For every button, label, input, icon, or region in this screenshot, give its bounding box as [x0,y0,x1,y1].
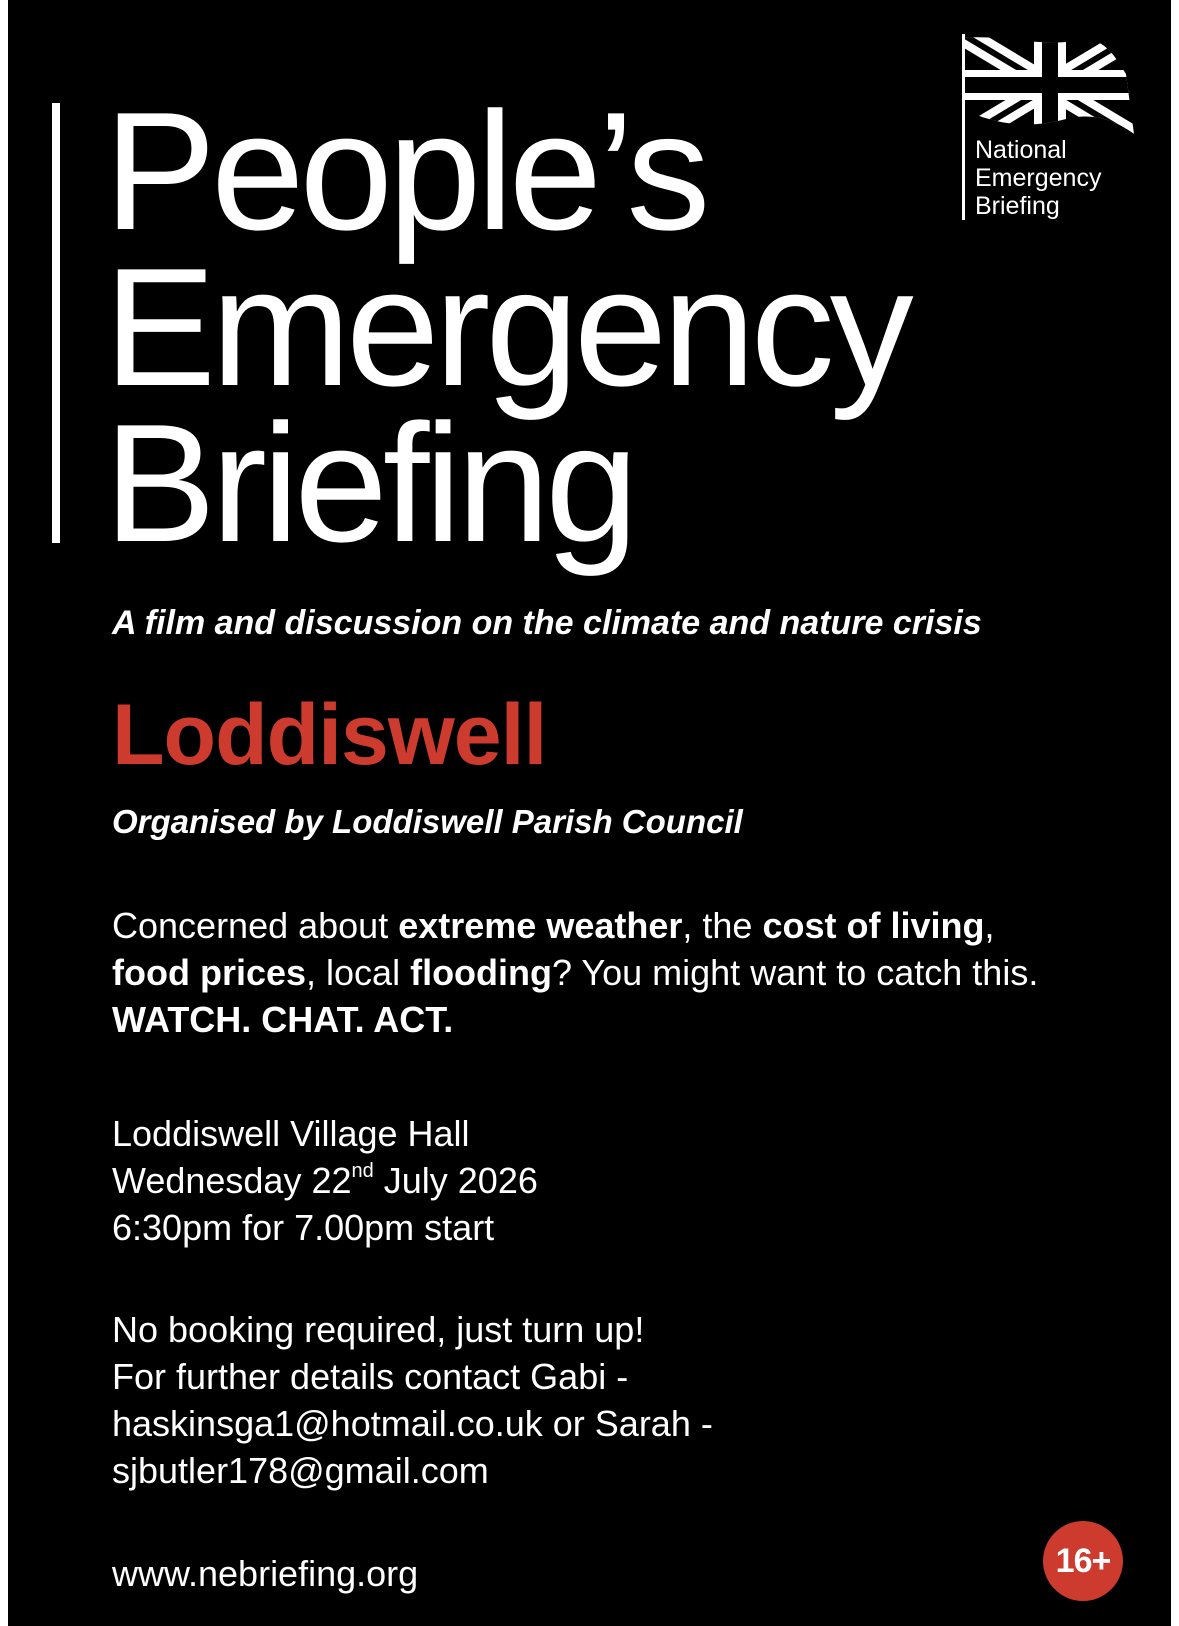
concern-line-1 [112,902,1038,949]
contact-line-4: sjbutler178@gmail.com [112,1450,489,1491]
event-date [112,1157,538,1204]
event-venue: Loddiswell Village Hall [112,1113,470,1154]
concern-paragraph [112,902,1038,1043]
event-date-month-year: July 2026 [373,1160,538,1201]
event-date-day: Wednesday 22 [112,1160,352,1201]
page-title [104,77,909,577]
contact-line-1: No booking required, just turn up! [112,1309,645,1350]
concern-text: ? You might want to catch this. [552,952,1039,993]
contact-line-3: haskinsga1@hotmail.co.uk or Sarah - [112,1403,713,1444]
title-line-1: People’s [104,77,706,265]
concern-text: , the [682,905,763,946]
event-time: 6:30pm for 7.00pm start [112,1207,495,1248]
age-rating-badge: 16+ [1043,1521,1123,1601]
contact-details [112,1306,713,1494]
title-accent-bar [52,103,60,543]
poster [8,0,1171,1626]
website-url: www.nebriefing.org [112,1553,419,1594]
event-date-ordinal: nd [351,1160,374,1182]
event-details [112,1110,538,1251]
concern-text: Concerned about [112,905,399,946]
concern-highlight: cost of living [762,905,985,946]
subtitle: A film and discussion on the climate and nature crisis [112,604,982,642]
concern-highlight: extreme weather [398,905,683,946]
concern-text: , [984,905,995,946]
concern-highlight: food prices [112,952,307,993]
logo-text-line-3: Briefing [975,192,1060,220]
title-line-3: Briefing [104,389,634,577]
concern-line-2 [112,949,1038,996]
title-line-2: Emergency [104,233,909,421]
concern-highlight: flooding [410,952,553,993]
union-jack-flag-icon [962,34,1137,139]
logo-text-line-2: Emergency [975,164,1102,192]
logo-text [975,136,1101,220]
organiser-text: Organised by Loddiswell Parish Council [112,803,743,840]
logo-text-line-1: National [975,136,1067,164]
contact-line-2: For further details contact Gabi - [112,1356,629,1397]
national-emergency-briefing-logo [962,34,1142,224]
location-heading: Loddiswell [112,687,547,783]
call-to-action: WATCH. CHAT. ACT. [112,999,454,1040]
concern-text: , local [306,952,411,993]
logo-divider [962,34,965,220]
